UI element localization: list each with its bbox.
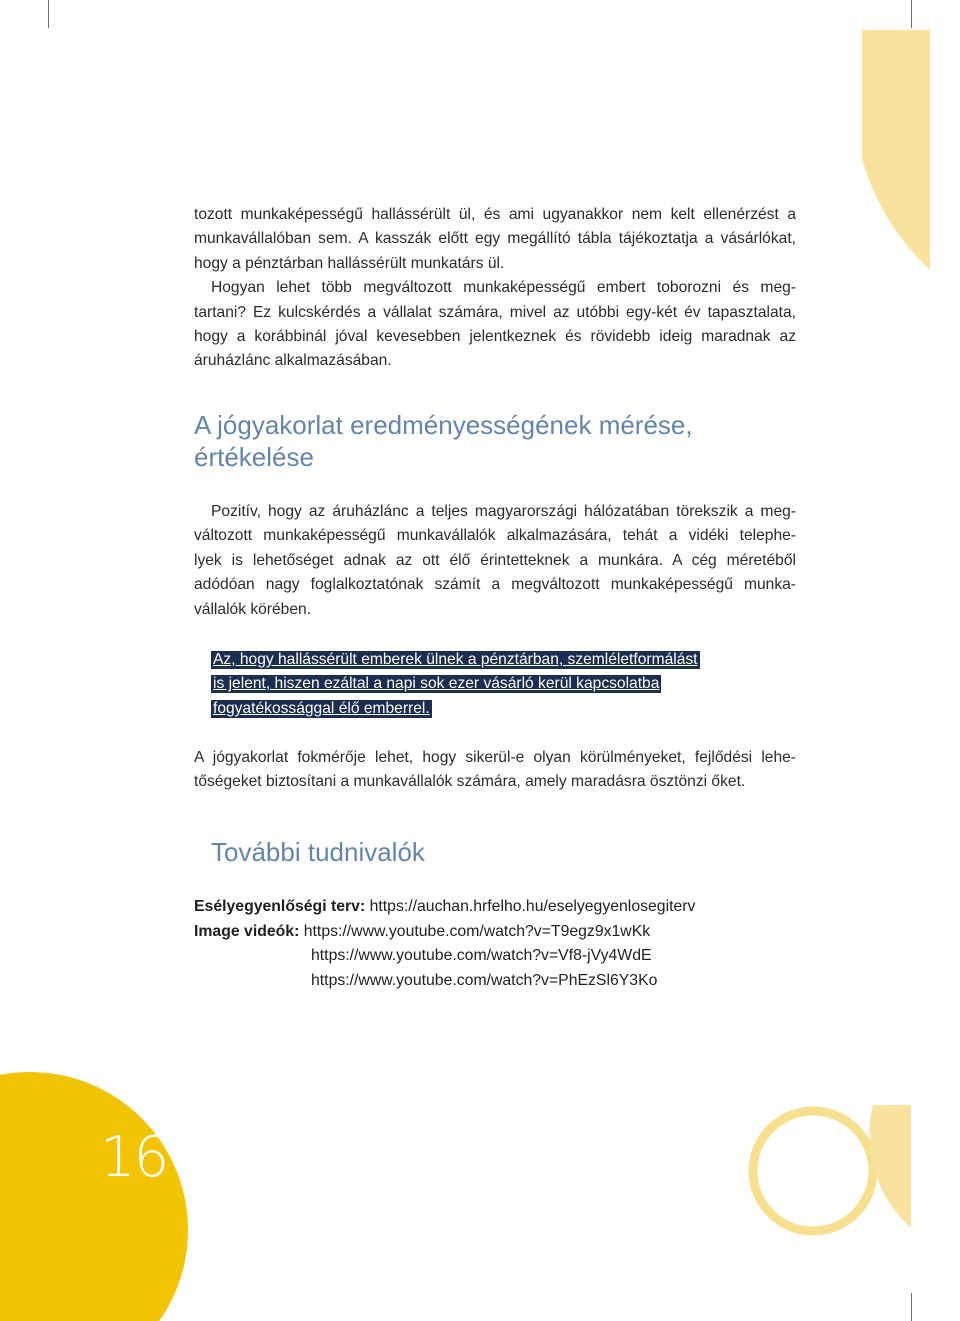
image-videos-row [194,944,695,969]
more-info-list [194,895,695,993]
equality-plan-row [194,895,695,920]
bottom-right-ring-decoration [745,1103,915,1243]
text-line: áruházlánc alkalmazásában. [194,352,392,370]
equality-plan-link[interactable]: https://auchan.hrfelho.hu/eselyegyenlosegiterv [369,898,696,915]
text-line: Hogyan lehet több megváltozott munkaképességű embert toborozni és meg- [211,279,796,297]
top-right-quarter-circle-decoration [862,30,960,275]
text-line: változott munkaképességű munkavállalók alkalmazására, tehát a vidéki telephe- [194,527,796,545]
text-line: munkavállalóban sem. A kasszák előtt egy megállító tábla tájékoztatja a vásárlókat, [194,230,796,248]
text-line: vállalók körében. [194,600,312,618]
video-link[interactable]: https://www.youtube.com/watch?v=Vf8-jVy4WdE [311,947,652,965]
highlight-line: is jelent, hiszen ezáltal a napi sok ezer vásárló kerül kapcsolatba [213,675,660,693]
text-line: hogy a korábbinál jóval kevesebben jelentkeznek és rövidebb ideig maradnak az [194,328,796,346]
text-line: Pozitív, hogy az áruházlánc a teljes magyarországi hálózatában törekszik a meg- [211,503,796,520]
evaluation-paragraph [194,500,796,622]
intro-paragraph [194,203,796,374]
text-line: adódóan nagy foglalkoztatónak számít a megváltozott munkaképességű munka- [194,576,796,594]
equality-plan-label: Esélyegyenlőségi terv: [194,898,366,915]
text-line: tartani? Ez kulcskérdés a vállalat számára, mivel az utóbbi egy-két év tapasztalata, [194,303,796,321]
text-line: hogy a pénztárban hallássérült munkatárs ül. [194,254,505,272]
image-videos-row [194,920,695,945]
bottom-left-circle-decoration [0,1070,200,1321]
page-number: 16 [100,1125,168,1190]
text-line: tozott munkaképességű hallássérült ül, és ami ugyanakkor nem kelt ellenérzést a [194,206,796,223]
crop-mark-bottom-right [911,1293,912,1321]
more-info-heading: További tudnivalók [211,837,425,867]
video-link[interactable]: https://www.youtube.com/watch?v=T9egz9x1wKk [303,922,651,940]
text-line: lyek is lehetőséget adnak az ott élő érintetteknek a munkára. A cég méretéből [194,551,796,569]
video-link[interactable]: https://www.youtube.com/watch?v=PhEzSl6Y3Ko [311,971,658,989]
closing-paragraph [194,746,796,795]
image-videos-label: Image videók: [194,922,300,940]
highlighted-quote [211,648,700,721]
crop-mark-top-right [911,0,912,28]
crop-mark-top-left [48,0,49,28]
highlight-line: fogyatékossággal élő emberrel. [213,699,430,717]
text-line: tőségeket biztosítani a munkavállalók számára, amely maradásra ösztönzi őket. [194,773,746,791]
highlight-line: Az, hogy hallássérült emberek ülnek a pénztárban, szemléletformálást [213,651,698,668]
text-line: A jógyakorlat fokmérője lehet, hogy sikerül-e olyan körülményeket, fejlődési lehe- [194,749,796,766]
image-videos-row [194,969,695,994]
section-heading: A jógyakorlat eredményességének mérése, értékelése [194,410,693,472]
